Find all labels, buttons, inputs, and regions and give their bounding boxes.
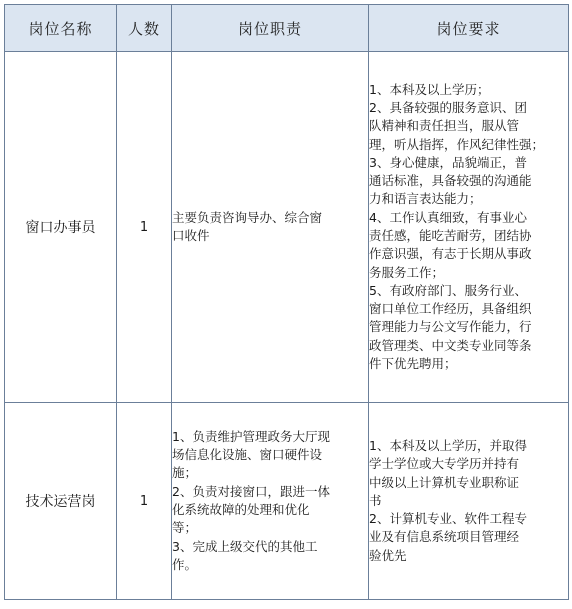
- requirement-line: 5、有政府部门、服务行业、: [369, 282, 527, 298]
- requirement-line: 4、工作认真细致，有事业心: [369, 209, 527, 225]
- duties-cell: [172, 52, 369, 403]
- duty-line: 场信息化设施、窗口硬件设: [172, 447, 323, 463]
- header-position-name: 岗位名称: [5, 5, 117, 52]
- table-row: [5, 52, 569, 403]
- header-duties: 岗位职责: [172, 5, 369, 52]
- requirement-line: 责任感，能吃苦耐劳，团结协: [369, 228, 532, 243]
- requirement-line: 理，听从指挥，作风纪律性强；: [369, 136, 545, 152]
- requirement-line: 1、本科及以上学历，并取得: [369, 437, 527, 453]
- requirement-line: 1、本科及以上学历；: [369, 81, 490, 97]
- duty-line: 主要负责咨询导办、综合窗: [172, 209, 323, 225]
- requirement-line: 业及有信息系统项目管理经: [369, 529, 520, 545]
- duty-line: 施；: [172, 465, 198, 481]
- duty-line: 作。: [172, 556, 198, 572]
- table-row: [5, 403, 569, 600]
- position-name: 窗口办事员: [5, 52, 117, 403]
- requirement-line: 力和语言表达能力；: [369, 191, 482, 207]
- requirement-line: 政管理类、中文类专业同等条: [369, 337, 532, 353]
- duties-cell: [172, 403, 369, 600]
- requirement-line: 通话标准，具备较强的沟通能: [369, 173, 532, 189]
- duty-line: 2、负责对接窗口，跟进一体: [172, 483, 330, 499]
- requirement-line: 作意识强，有志于长期从事政: [369, 246, 532, 262]
- requirements-cell: [369, 403, 569, 600]
- duty-line: 1、负责维护管理政务大厅现: [172, 428, 330, 444]
- requirement-line: 学士学位或大专学历并持有: [369, 456, 520, 472]
- headcount: 1: [117, 52, 172, 403]
- job-requirements-table: [4, 4, 569, 600]
- header-requirements: 岗位要求: [369, 5, 569, 52]
- duty-line: 等；: [172, 520, 198, 536]
- duty-line: 化系统故障的处理和优化: [172, 502, 310, 517]
- requirement-line: 务服务工作；: [369, 264, 445, 280]
- requirement-line: 件下优先聘用；: [369, 356, 457, 372]
- requirement-line: 3、身心健康，品貌端正，普: [369, 154, 527, 170]
- requirement-line: 管理能力与公文写作能力，行: [369, 319, 532, 335]
- header-row: [5, 5, 569, 52]
- requirement-line: 书: [369, 492, 382, 508]
- requirement-line: 2、计算机专业、软件工程专: [369, 511, 527, 527]
- duty-line: 3、完成上级交代的其他工: [172, 538, 318, 554]
- header-headcount: 人数: [117, 5, 172, 52]
- requirements-cell: [369, 52, 569, 403]
- requirement-line: 2、具备较强的服务意识、团: [369, 99, 527, 115]
- requirement-line: 中级以上计算机专业职称证: [369, 474, 520, 490]
- duty-line: 口收件: [172, 228, 210, 243]
- position-name: 技术运营岗: [5, 403, 117, 600]
- requirement-line: 验优先: [369, 547, 407, 563]
- requirement-line: 队精神和责任担当，服从管: [369, 118, 520, 134]
- headcount: 1: [117, 403, 172, 600]
- requirement-line: 窗口单位工作经历，具备组织: [369, 301, 532, 317]
